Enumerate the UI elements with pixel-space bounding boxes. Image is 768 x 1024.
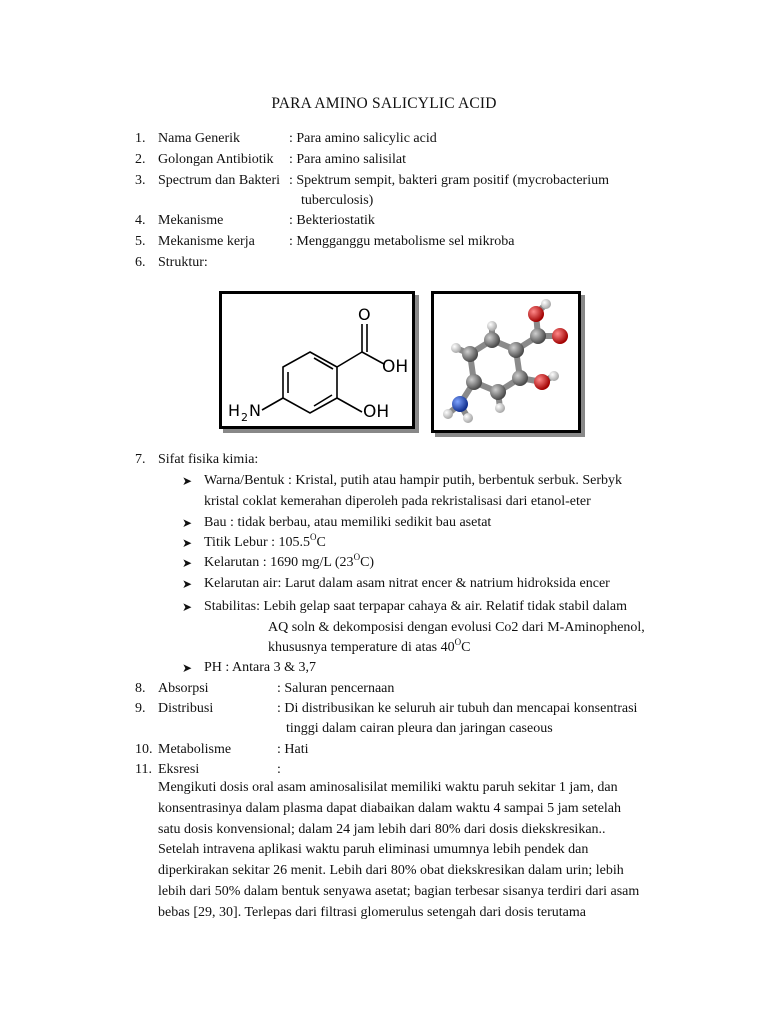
carbon-atom (512, 370, 528, 386)
item-value: : Hati (277, 742, 309, 757)
property-text: Stabilitas: Lebih gelap saat terpapar cahaya & air. Relatif tidak stabil dalam (204, 599, 627, 614)
paragraph-line: bebas [29, 30]. Terlepas dari filtrasi glomerulus setengah dari dosis terutama (158, 904, 586, 920)
skeletal-formula-drawing (222, 294, 412, 426)
item-value: : Bekteriostatik (289, 213, 375, 228)
ball-and-stick-model-drawing (434, 294, 578, 430)
item-number: 2. (135, 152, 146, 167)
oxygen-atom (528, 306, 544, 322)
paragraph-line: lebih dari 50% dalam bentuk senyawa asetat; bagian terbesar sisanya terdiri dari asam (158, 883, 640, 899)
atom-label: OH (382, 357, 409, 377)
paragraph-line: diperkirakan sekitar 26 menit. Lebih dari 80% obat diekskresikan dalam urin; lebih (158, 863, 624, 879)
item-number: 3. (135, 173, 146, 188)
item-value-continued: tuberculosis) (301, 193, 374, 208)
carbon-atom (508, 342, 524, 358)
property-text: Kelarutan : 1690 mg/L $(23^OC)$ (204, 552, 375, 570)
oxygen-atom (534, 374, 550, 390)
atom-label: 2 (241, 411, 248, 424)
hydrogen-atom (495, 403, 505, 413)
item-label: Sifat fisika kimia: (158, 452, 259, 467)
atom-label: O (358, 305, 371, 324)
item-number: 1. (135, 131, 146, 146)
item-number: 5. (135, 234, 146, 249)
atom-label: N (249, 401, 261, 420)
atom-label: OH (363, 402, 390, 422)
item-value: : Saluran pencernaan (277, 681, 395, 696)
carbon-atom (462, 346, 478, 362)
hydrogen-atom (549, 371, 559, 381)
item-label: Metabolisme (158, 742, 232, 757)
item-label: Spectrum dan Bakteri (158, 173, 281, 188)
arrow-bullet-icon: ➤ (182, 661, 193, 675)
item-number: 4. (135, 213, 146, 228)
hydrogen-atom (487, 321, 497, 331)
paragraph-line: konsentrasinya dalam plasma dapat diabaikan dalam waktu 4 sampai 5 jam setelah (158, 800, 622, 816)
arrow-bullet-icon: ➤ (182, 516, 193, 530)
item-label: Mekanisme kerja (158, 234, 255, 249)
ball-and-stick-model-image (431, 291, 581, 433)
item-label: Distribusi (158, 701, 214, 716)
paragraph-line: Mengikuti dosis oral asam aminosalisilat memiliki waktu paruh sekitar 1 jam, dan (158, 780, 618, 795)
carbon-atom (490, 384, 506, 400)
item-label: Struktur: (158, 255, 208, 270)
property-text: PH : Antara 3 & 3,7 (204, 660, 316, 675)
item-number: 11. (135, 762, 152, 777)
arrow-bullet-icon: ➤ (182, 536, 193, 550)
eksresi-paragraph (158, 778, 683, 924)
arrow-bullet-icon: ➤ (182, 577, 193, 591)
item-label: Mekanisme (158, 213, 224, 228)
nitrogen-atom (452, 396, 468, 412)
arrow-bullet-icon: ➤ (182, 600, 193, 614)
item-number: 7. (135, 452, 146, 467)
item-number: 10. (135, 742, 153, 757)
paragraph-line: satu dosis konvensional; dalam 24 jam lebih dari 80% dari dosis diekskresikan.. (158, 821, 606, 837)
item-label: Golongan Antibiotik (158, 152, 274, 167)
item-label: Eksresi (158, 762, 200, 777)
paragraph-line: Setelah intravena aplikasi waktu paruh eliminasi umumnya lebih pendek dan (158, 842, 589, 858)
skeletal-structure-image (219, 291, 415, 429)
arrow-bullet-icon: ➤ (182, 556, 193, 570)
item-value: : Di distribusikan ke seluruh air tubuh dan mencapai konsentrasi (277, 701, 638, 716)
arrow-bullet-icon: ➤ (182, 474, 193, 488)
hydrogen-atom (443, 409, 453, 419)
item-value: : Spektrum sempit, bakteri gram positif (mycrobacterium (289, 173, 609, 188)
atom-label: H (228, 401, 241, 420)
property-text: Titik Lebur : $105.5^OC$ (204, 532, 326, 550)
page-title: PARA AMINO SALICYLIC ACID (271, 95, 497, 112)
item-number: 8. (135, 681, 146, 696)
item-label: Absorpsi (158, 681, 209, 696)
property-text: kristal coklat kemerahan diperoleh pada rekristalisasi dari etanol-eter (204, 494, 591, 509)
item-value: : Para amino salisilat (289, 152, 407, 167)
item-number: 6. (135, 255, 146, 270)
carbon-atom (484, 332, 500, 348)
property-text: AQ soln & dekomposisi dengan evolusi Co2 dari M-Aminophenol, (268, 620, 645, 635)
hydrogen-atom (451, 343, 461, 353)
property-text: Bau : tidak berbau, atau memiliki sedikit bau asetat (204, 515, 492, 530)
item-value: : Mengganggu metabolisme sel mikroba (289, 234, 515, 249)
carbon-atom (530, 328, 546, 344)
item-value-continued: tinggi dalam cairan pleura dan jaringan caseous (286, 721, 553, 736)
item-number: 9. (135, 701, 146, 716)
carbon-atom (466, 374, 482, 390)
item-value: : Para amino salicylic acid (289, 131, 437, 146)
item-label: Nama Generik (158, 131, 241, 146)
hydrogen-atom (463, 413, 473, 423)
property-text: Warna/Bentuk : Kristal, putih atau hampir putih, berbentuk serbuk. Serbyk (204, 473, 623, 488)
property-text: Kelarutan air: Larut dalam asam nitrat encer & natrium hidroksida encer (204, 576, 610, 591)
item-value: : (277, 762, 281, 777)
property-text: khususnya temperature di atas $40^OC$ (268, 637, 471, 655)
hydrogen-atom (541, 299, 551, 309)
oxygen-atom (552, 328, 568, 344)
